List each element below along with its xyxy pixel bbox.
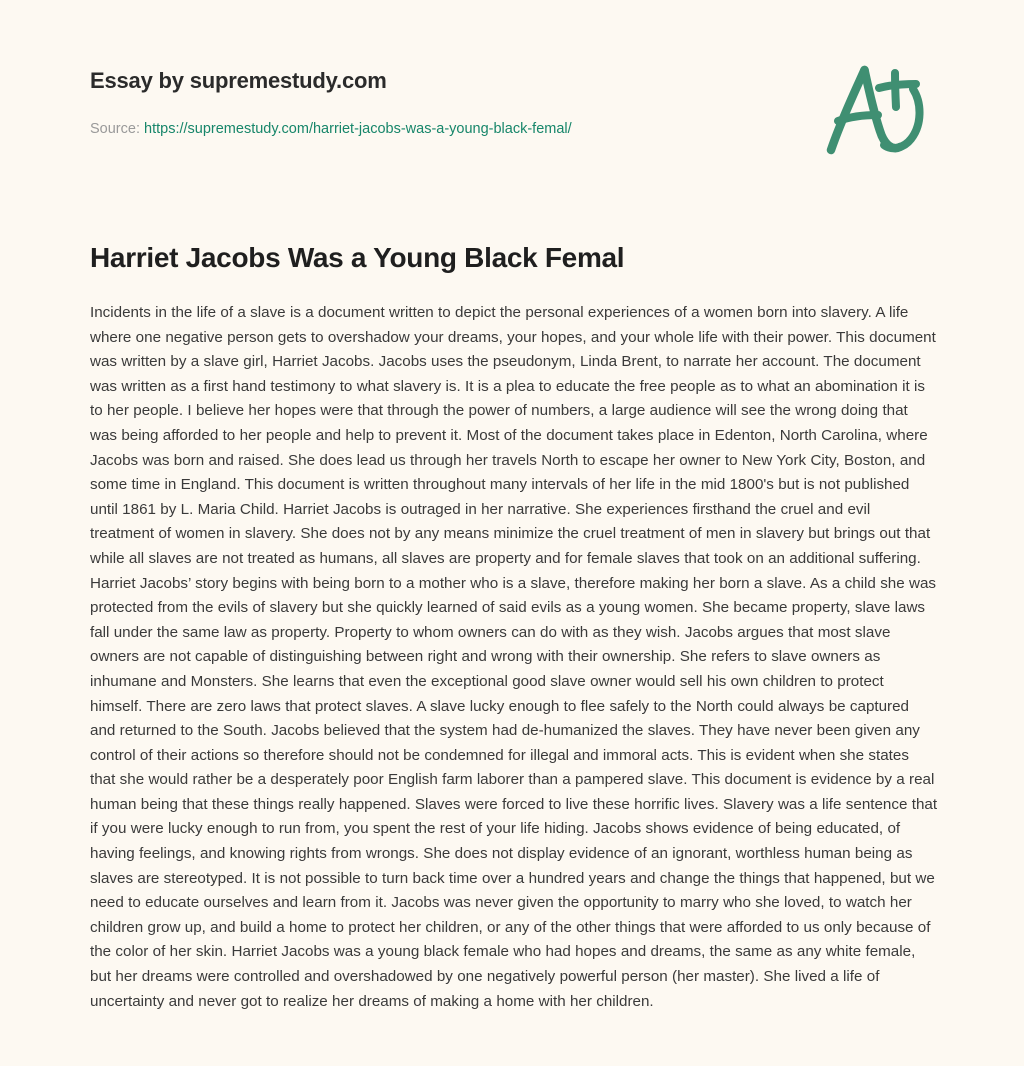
source-label: Source:	[90, 121, 140, 137]
site-title: Essay by supremestudy.com	[90, 68, 387, 93]
source-line	[90, 120, 572, 139]
a-plus-logo-icon	[812, 55, 932, 165]
a-plus-logo-glyph	[812, 55, 932, 165]
page-header	[0, 0, 1024, 200]
source-url-link[interactable]: https://supremestudy.com/harriet-jacobs-was-a-young-black-femal/	[144, 121, 572, 137]
essay-body-text: Incidents in the life of a slave is a document written to depict the personal experiences of a women born into slavery. A life where one negative person gets to overshadow your dreams, your hopes, and your whole life with their power. This document was written by a slave girl, Harriet Jacobs. Jacobs uses the pseudonym, Linda Brent, to narrate her account. The document was written as a first hand testimony to what slavery is. It is a plea to educate the free people as to what an abomination it is to her people. I believe her hopes were that through the power of numbers, a large audience will see the wrong doing that was being afforded to her people and help to prevent it. Most of the document takes place in Edenton, North Carolina, where Jacobs was born and raised. She does lead us through her travels North to escape her owner to New York City, Boston, and some time in England. This document is written throughout many intervals of her life in the mid 1800's but is not published until 1861 by L. Maria Child. Harriet Jacobs is outraged in her narrative. She experiences firsthand the cruel and evil treatment of women in slavery. She does not by any means minimize the cruel treatment of men in slavery but brings out that while all slaves are not treated as humans, all slaves are property and for female slaves that took on an additional suffering. Harriet Jacobs’ story begins with being born to a mother who is a slave, therefore making her born a slave. As a child she was protected from the evils of slavery but she quickly learned of said evils as a young women. She became property, slave laws fall under the same law as property. Property to whom owners can do with as they wish. Jacobs argues that most slave owners are not capable of distinguishing between right and wrong with their ownership. She refers to slave owners as inhumane and Monsters. She learns that even the exceptional good slave owner would sell his own children to protect himself. There are zero laws that protect slaves. A slave lucky enough to flee safely to the North could always be captured and returned to the South. Jacobs believed that the system had de-humanized the slaves. They have never been given any control of their actions so therefore should not be condemned for illegal and immoral acts. This is evident when she states that she would rather be a desperately poor English farm laborer than a pampered slave. This document is evidence by a real human being that these things really happened. Slaves were forced to live these horrific lives. Slavery was a life sentence that if you were lucky enough to run from, you spent the rest of your life hiding. Jacobs shows evidence of being educated, of having feelings, and knowing rights from wrongs. She does not display evidence of an ignorant, worthless human being as slaves are stereotyped. It is not possible to turn back time over a hundred years and change the things that happened, but we need to educate ourselves and learn from it. Jacobs was never given the opportunity to marry who she loved, to watch her children grow up, and build a home to protect her children, or any of the other things that were afforded to us only because of the color of her skin. Harriet Jacobs was a young black female who had hopes and dreams, the same as any white female, but her dreams were controlled and overshadowed by one negatively powerful person (her master). She lived a life of uncertainty and never got to realize her dreams of making a home with her children.	[90, 304, 938, 1010]
page-title: Harriet Jacobs Was a Young Black Femal	[90, 242, 625, 273]
essay-article	[90, 240, 938, 1014]
